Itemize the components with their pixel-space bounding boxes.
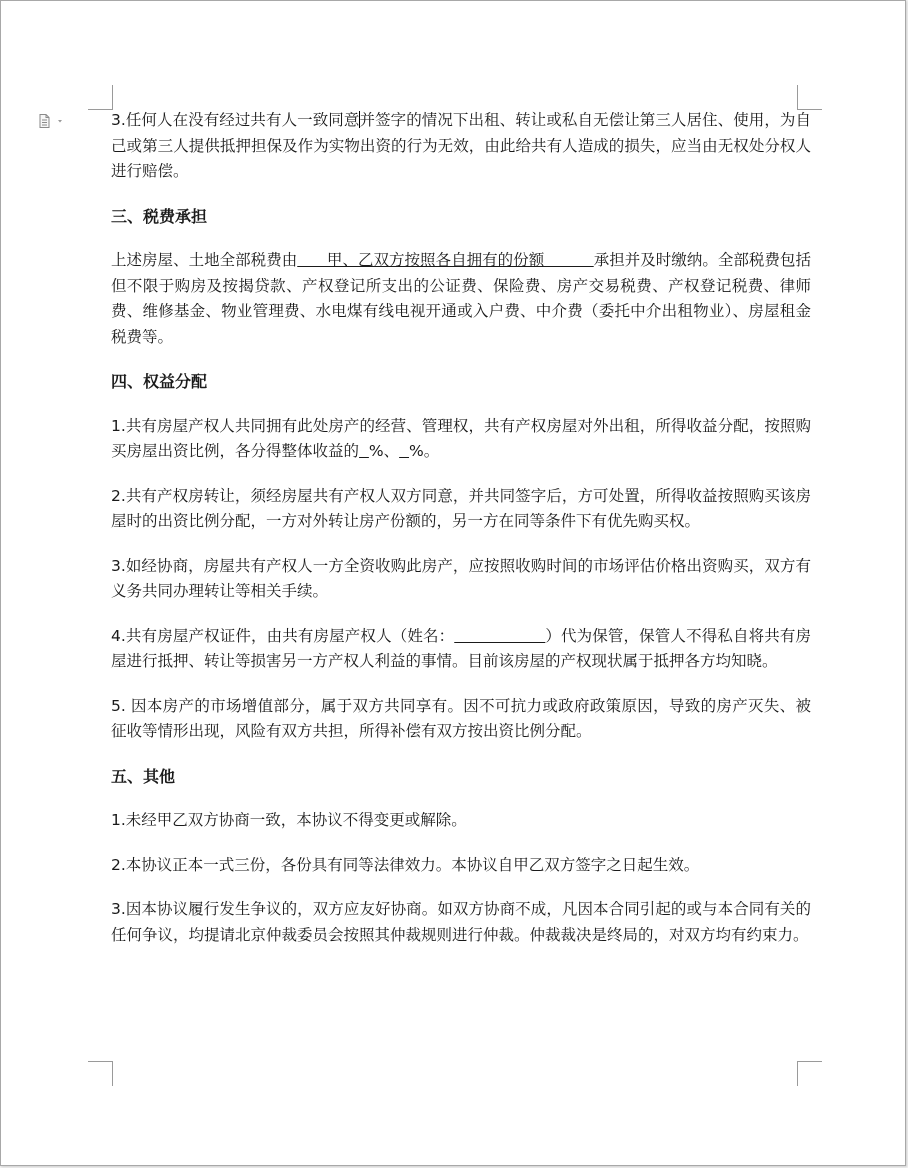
body-paragraph	[111, 248, 811, 350]
margin-mark-top-left	[88, 85, 113, 110]
text-run: 4.共有房屋产权证件，由共有房屋产权人（姓名：	[111, 626, 455, 645]
text-run: %。	[408, 442, 440, 460]
text-run: 3.如经协商，房屋共有产权人一方全资收购此房产，应按照收购时间的市场评估价格出资购买，双方有义务共同办理转让等相关手续。	[111, 556, 811, 600]
body-paragraph	[111, 853, 811, 879]
text-run: 1.共有房屋产权人共同拥有此处房产的经营、管理权，共有产权房屋对外出租，所得收益分配，按照购买房屋出资比例，各分得整体收益的	[111, 416, 811, 460]
text-run: 四、权益分配	[111, 372, 208, 391]
section-heading	[111, 369, 811, 395]
margin-mark-top-right	[797, 85, 822, 110]
document-body[interactable]	[111, 108, 811, 948]
body-paragraph	[111, 624, 811, 675]
text-run: 2.本协议正本一式三份，各份具有同等法律效力。本协议自甲乙双方签字之日起生效。	[111, 855, 700, 874]
section-heading	[111, 204, 811, 230]
text-run: 并签字的情况下出租、转让或私自无偿让第三人居住、使用，为自己或第三人提供抵押担保及作为实物出资的行为无效，由此给共有人造成的损失，应当由无权处分权人进行赔偿。	[111, 111, 811, 180]
text-run: 上述房屋、土地全部税费由	[111, 251, 298, 269]
fill-in-blank[interactable]	[454, 627, 545, 645]
fill-in-blank[interactable]	[359, 442, 369, 460]
text-run: %、	[368, 442, 400, 460]
document-icon	[39, 114, 65, 128]
text-run: 2.共有产权房转让，须经房屋共有产权人双方同意，并共同签字后，方可处置，所得收益按照购买该房屋时的出资比例分配，一方对外转让房产份额的，另一方在同等条件下有优先购买权。	[111, 486, 811, 530]
margin-mark-bottom-right	[797, 1061, 822, 1086]
text-run: 5. 因本房产的市场增值部分，属于双方共同享有。因不可抗力或政府政策原因，导致的房产灭失、被征收等情形出现，风险有双方共担，所得补偿有双方按出资比例分配。	[111, 696, 811, 740]
paragraph-marker-button[interactable]	[39, 113, 65, 127]
text-run: 三、税费承担	[111, 206, 208, 226]
body-paragraph	[111, 108, 811, 185]
fill-in-blank[interactable]	[399, 442, 409, 460]
text-run: 3.任何人在没有经过共有人一致同意	[111, 111, 360, 129]
body-paragraph	[111, 694, 811, 745]
text-run: 承担并及时缴纳。全部税费包括但不限于购房及按揭贷款、产权登记所支出的公证费、保险费、房产交易税费、产权登记税费、律师费、维修基金、物业管理费、水电煤有线电视开通或入户费、中介费（委托中介出租物业）、房屋租金税费等。	[111, 251, 811, 346]
body-paragraph	[111, 414, 811, 465]
body-paragraph	[111, 897, 811, 948]
text-run: 3.因本协议履行发生争议的，双方应友好协商。如双方协商不成，凡因本合同引起的或与本合同有关的任何争议，均提请北京仲裁委员会按照其仲裁规则进行仲裁。仲裁裁决是终局的，对双方均有约束力。	[111, 900, 811, 944]
margin-mark-bottom-left	[88, 1061, 113, 1086]
body-paragraph	[111, 808, 811, 834]
text-run: 1.未经甲乙双方协商一致，本协议不得变更或解除。	[111, 811, 467, 829]
text-run: ）代为保管，保管人不得私自将共有房屋进行抵押、转让等损害另一方产权人利益的事情。目前该房屋的产权现状属于抵押各方均知晓。	[111, 626, 812, 670]
body-paragraph	[111, 554, 811, 605]
dropdown-arrow-icon	[58, 120, 62, 123]
section-heading	[111, 764, 811, 790]
text-run: 五、其他	[111, 766, 176, 786]
body-paragraph	[111, 484, 811, 535]
fill-in-blank[interactable]: 甲、乙双方按照各自拥有的份额	[297, 251, 594, 269]
